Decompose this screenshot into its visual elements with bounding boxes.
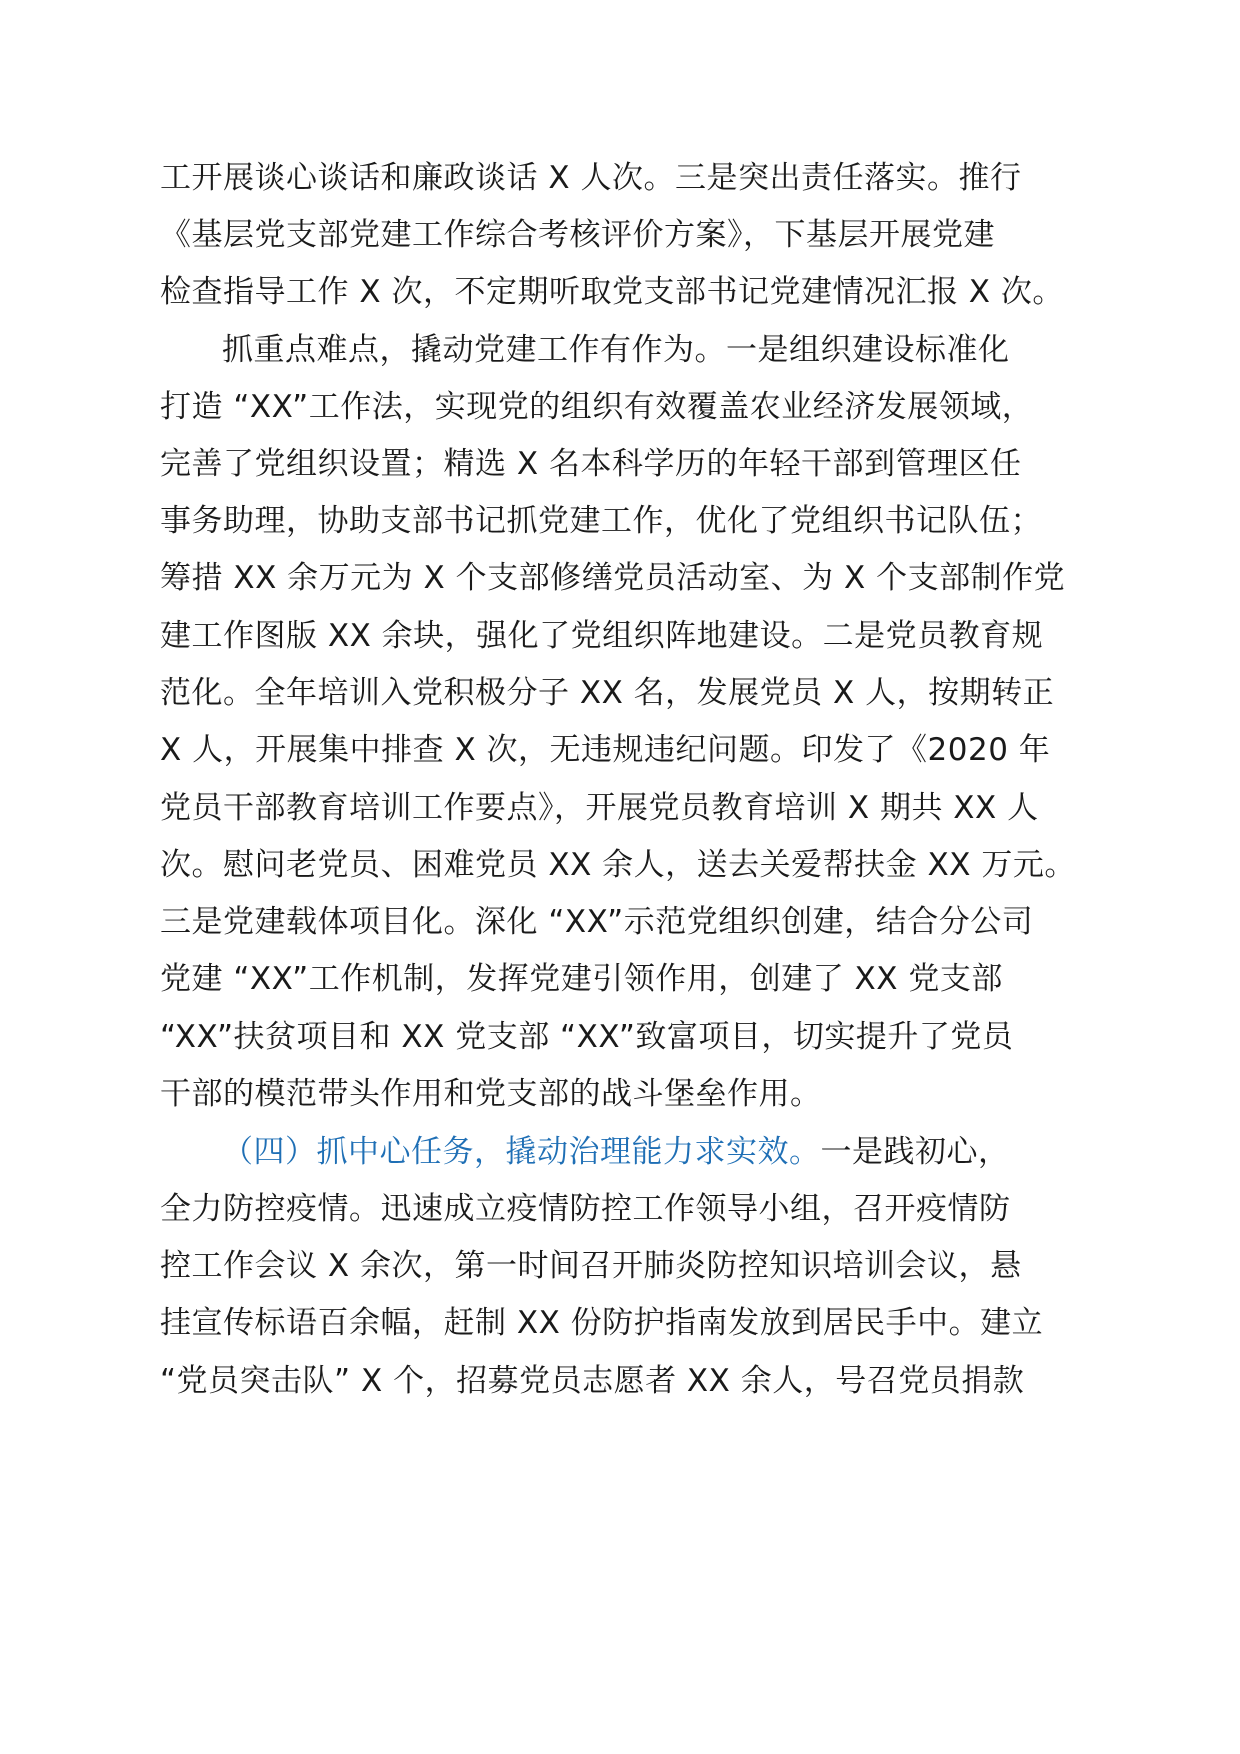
text-line: 完善了党组织设置；精选 X 名本科学历的年轻干部到管理区任 (160, 446, 1022, 482)
text-line: 次。慰问老党员、困难党员 XX 余人，送去关爱帮扶金 XX 万元。 (160, 847, 1076, 883)
text-line: “党员突击队” X 个，招募党员志愿者 XX 余人，号召党员捐款 (160, 1363, 1025, 1399)
text-line: 党建 “XX”工作机制，发挥党建引领作用，创建了 XX 党支部 (160, 961, 1003, 997)
text-line: 事务助理，协助支部书记抓党建工作，优化了党组织书记队伍； (160, 503, 1042, 539)
text-line: 党员干部教育培训工作要点》，开展党员教育培训 X 期共 XX 人 (160, 790, 1039, 826)
text-line: 打造 “XX”工作法，实现党的组织有效覆盖农业经济发展领域， (160, 389, 1034, 425)
paragraph-first-line: 抓重点难点，撬动党建工作有作为。一是组织建设标准化 (222, 332, 1010, 368)
text-line: 《基层党支部党建工作综合考核评价方案》，下基层开展党建 (160, 217, 995, 253)
text-line: 工开展谈心谈话和廉政谈话 X 人次。三是突出责任落实。推行 (160, 160, 1022, 196)
text-line: X 人，开展集中排查 X 次，无违规违纪问题。印发了《2020 年 (160, 732, 1051, 768)
section-heading: （四）抓中心任务，撬动治理能力求实效。 (222, 1134, 821, 1170)
heading-line-rest: 一是践初心， (820, 1134, 1010, 1170)
text-line: 检查指导工作 X 次，不定期听取党支部书记党建情况汇报 X 次。 (160, 274, 1064, 310)
text-line: 控工作会议 X 余次，第一时间召开肺炎防控知识培训会议，悬 (160, 1248, 1022, 1284)
text-line: 挂宣传标语百余幅，赶制 XX 份防护指南发放到居民手中。建立 (160, 1305, 1044, 1341)
text-line: 范化。全年培训入党积极分子 XX 名，发展党员 X 人，按期转正 (160, 675, 1055, 711)
text-line: 三是党建载体项目化。深化 “XX”示范党组织创建，结合分公司 (160, 904, 1034, 940)
text-line: 筹措 XX 余万元为 X 个支部修缮党员活动室、为 X 个支部制作党 (160, 560, 1066, 596)
section-heading-line (222, 1132, 1010, 1172)
text-line: 全力防控疫情。迅速成立疫情防控工作领导小组，召开疫情防 (160, 1191, 1011, 1227)
text-line: 建工作图版 XX 余块，强化了党组织阵地建设。二是党员教育规 (160, 618, 1044, 654)
text-line: “XX”扶贫项目和 XX 党支部 “XX”致富项目，切实提升了党员 (160, 1019, 1014, 1055)
text-line: 干部的模范带头作用和党支部的战斗堡垒作用。 (160, 1076, 822, 1112)
